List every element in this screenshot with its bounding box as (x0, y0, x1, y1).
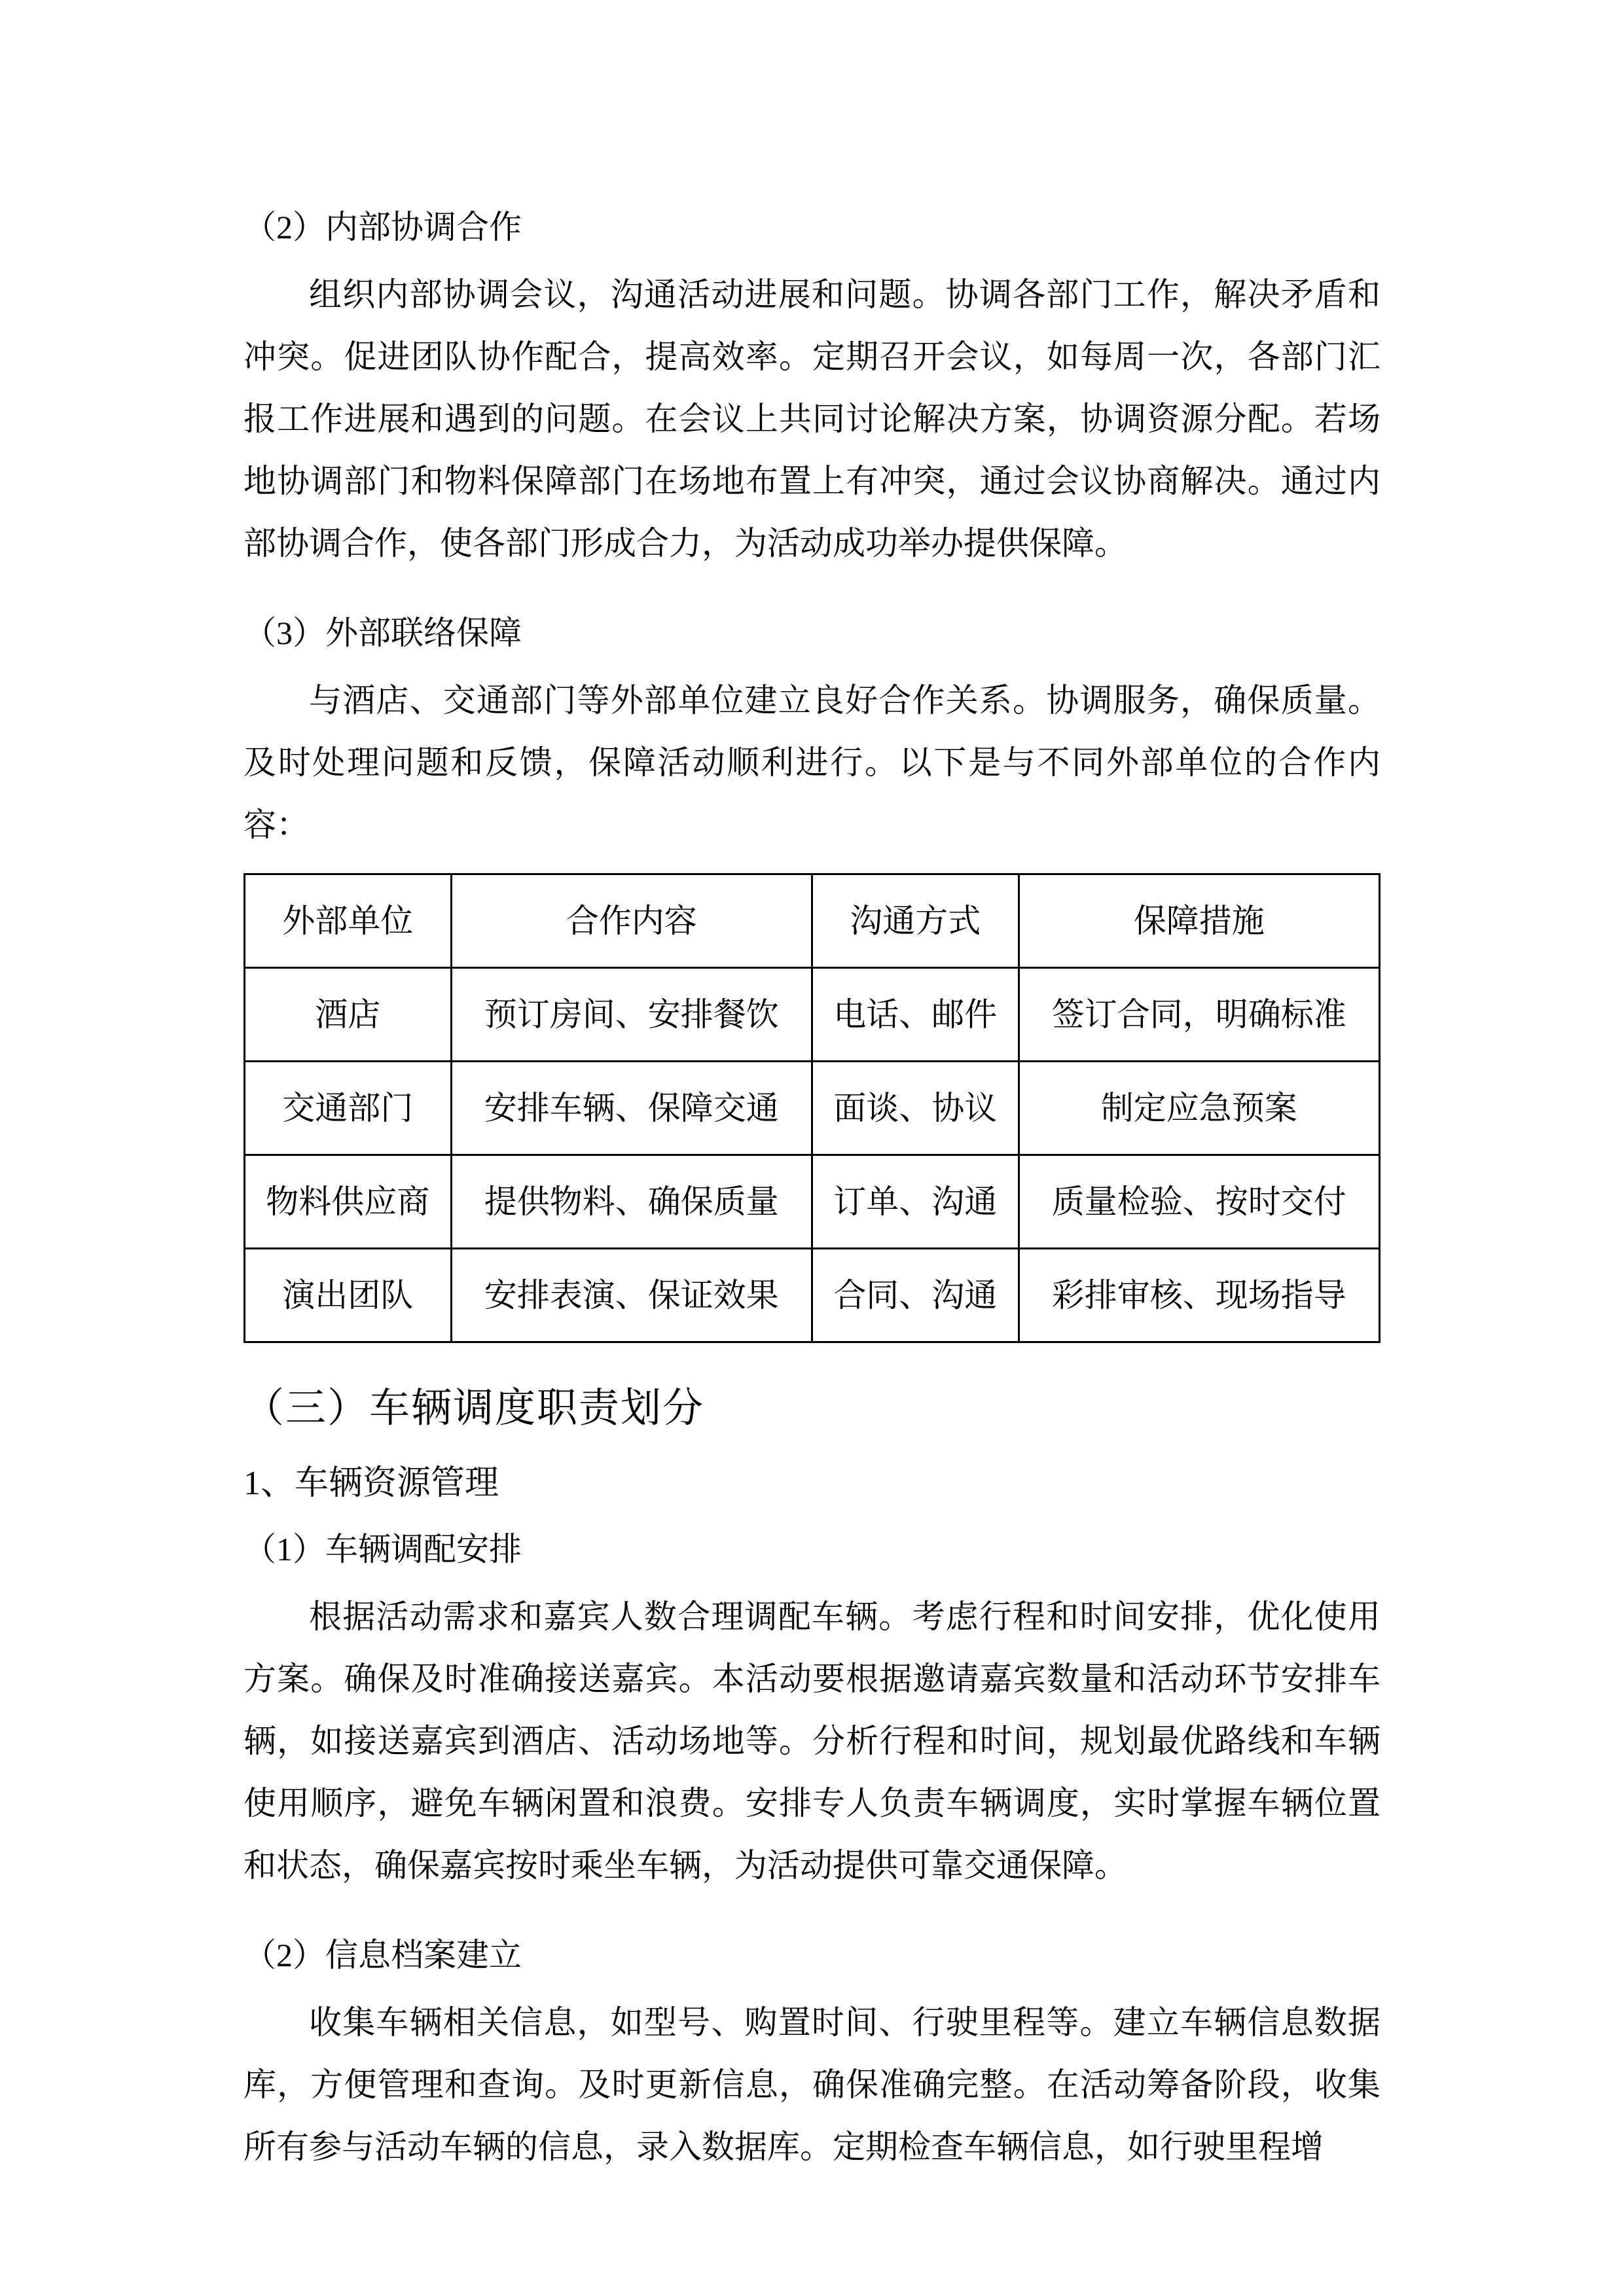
table-cell: 安排车辆、保障交通 (451, 1062, 812, 1155)
paragraph-vehicle-allocation: 根据活动需求和嘉宾人数合理调配车辆。考虑行程和时间安排，优化使用方案。确保及时准确接送嘉宾。本活动要根据邀请嘉宾数量和活动环节安排车辆，如接送嘉宾到酒店、活动场地等。分析行程和时间，规划最优路线和车辆使用顺序，避免车辆闲置和浪费。安排专人负责车辆调度，实时掌握车辆位置和状态，确保嘉宾按时乘坐车辆，为活动提供可靠交通保障。 (244, 1598, 1380, 1884)
table-cell: 订单、沟通 (812, 1155, 1019, 1249)
table-cell: 预订房间、安排餐饮 (451, 968, 812, 1062)
heading-external-liaison: （3）外部联络保障 (244, 615, 522, 651)
table-cell: 制定应急预案 (1019, 1062, 1379, 1155)
table-cell: 物料供应商 (245, 1155, 452, 1249)
table-cell: 彩排审核、现场指导 (1019, 1249, 1379, 1342)
table-cell: 提供物料、确保质量 (451, 1155, 812, 1249)
table-row (245, 1155, 1380, 1249)
table-cell: 演出团队 (245, 1249, 452, 1342)
table-header-cell: 保障措施 (1019, 874, 1379, 968)
table-cell: 交通部门 (245, 1062, 452, 1155)
cooperation-table (244, 873, 1380, 1343)
table-cell: 面谈、协议 (812, 1062, 1019, 1155)
table-cell: 签订合同，明确标准 (1019, 968, 1379, 1062)
table-row (245, 1249, 1380, 1342)
heading-vehicle-allocation: （1）车辆调配安排 (244, 1531, 522, 1568)
heading-internal-coordination: （2）内部协调合作 (244, 209, 522, 245)
table-row (245, 968, 1380, 1062)
paragraph-info-archive: 收集车辆相关信息，如型号、购置时间、行驶里程等。建立车辆信息数据库，方便管理和查询。及时更新信息，确保准确完整。在活动筹备阶段，收集所有参与活动车辆的信息，录入数据库。定期检查车辆信息，如行驶里程增 (244, 2004, 1380, 2165)
heading-vehicle-resource-management: 1、车辆资源管理 (244, 1465, 499, 1502)
table-cell: 合同、沟通 (812, 1249, 1019, 1342)
table-row (245, 1062, 1380, 1155)
table-header-cell: 外部单位 (245, 874, 452, 968)
table-cell: 质量检验、按时交付 (1019, 1155, 1379, 1249)
heading-vehicle-dispatch-section: （三）车辆调度职责划分 (244, 1386, 705, 1431)
table-header-cell: 沟通方式 (812, 874, 1019, 968)
table-header-row (245, 874, 1380, 968)
heading-info-archive: （2）信息档案建立 (244, 1937, 522, 1973)
table-header-cell: 合作内容 (451, 874, 812, 968)
table-cell: 电话、邮件 (812, 968, 1019, 1062)
table-cell: 安排表演、保证效果 (451, 1249, 812, 1342)
table-cell: 酒店 (245, 968, 452, 1062)
paragraph-internal-coordination: 组织内部协调会议，沟通活动进展和问题。协调各部门工作，解决矛盾和冲突。促进团队协作配合，提高效率。定期召开会议，如每周一次，各部门汇报工作进展和遇到的问题。在会议上共同讨论解决方案，协调资源分配。若场地协调部门和物料保障部门在场地布置上有冲突，通过会议协商解决。通过内部协调合作，使各部门形成合力，为活动成功举办提供保障。 (244, 276, 1380, 562)
paragraph-external-liaison: 与酒店、交通部门等外部单位建立良好合作关系。协调服务，确保质量。及时处理问题和反馈，保障活动顺利进行。以下是与不同外部单位的合作内容： (244, 682, 1380, 843)
